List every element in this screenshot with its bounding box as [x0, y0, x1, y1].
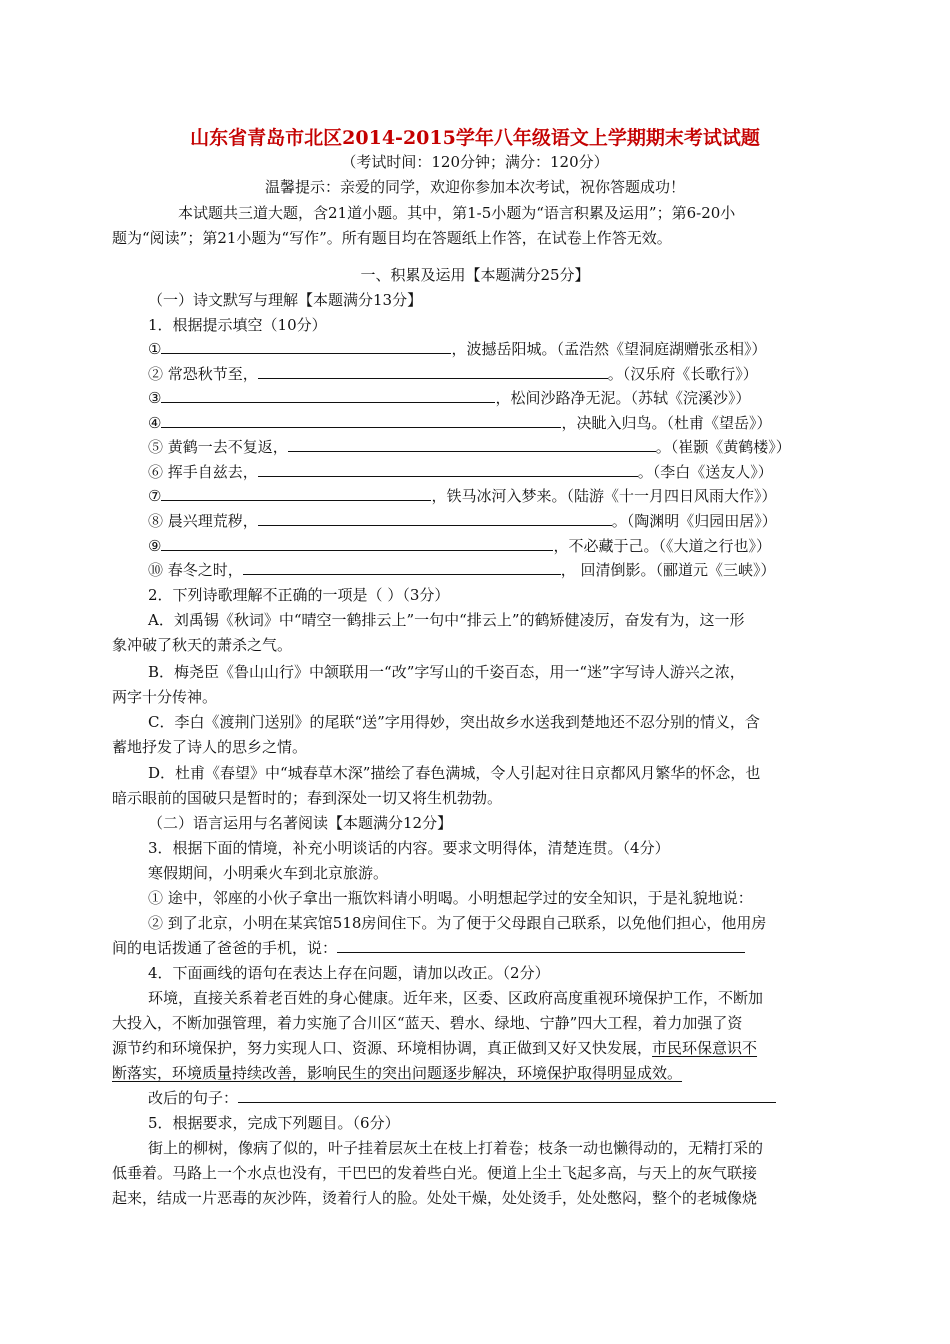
blank-suffix: 。（汉乐府《长歌行》）: [607, 365, 758, 383]
blank-suffix: ，波撼岳阳城。（孟浩然《望洞庭湖赠张丞相》）: [451, 340, 767, 358]
q4-answer-label: 改后的句子：: [148, 1089, 239, 1107]
blank-item-7: [148, 484, 776, 508]
blank-prefix: ④: [148, 414, 162, 432]
answer-blank: [243, 559, 561, 575]
option-b-line-1: B．梅尧臣《鲁山山行》中颔联用一“改”字写山的千姿百态，用一“迷”字写诗人游兴之浓，: [148, 663, 745, 681]
option-a-line-2: 象冲破了秋天的萧杀之气。: [112, 636, 293, 654]
blank-prefix: ⑦: [148, 487, 162, 505]
blank-suffix: ，不必藏于己。（《大道之行也》）: [553, 537, 771, 555]
answer-blank: [337, 937, 745, 953]
q3-line-2: ① 途中，邻座的小伙子拿出一瓶饮料请小明喝。小明想起学过的安全知识，于是礼貌地说：: [148, 889, 753, 907]
q4-line-3-text: 源节约和环境保护，努力实现人口、资源、环境相协调，真正做到又好又快发展，: [112, 1039, 653, 1057]
blank-suffix: ，铁马冰河入梦来。（陆游《十一月四日风雨大作》）: [431, 487, 777, 505]
blank-suffix: 。（陶渊明《归园田居》）: [611, 512, 777, 530]
intro-line-1: 本试题共三道大题，含21道小题。其中，第1-5小题为“语言积累及运用”；第6-20小: [178, 204, 736, 222]
blank-item-1: [148, 337, 766, 361]
option-b-line-2: 两字十分传神。: [112, 688, 218, 706]
question-1: 1．根据提示填空（10分）: [148, 316, 327, 334]
section-heading: 一、积累及运用【本题满分25分】: [360, 266, 590, 284]
blank-item-2: [148, 362, 758, 386]
q4-line-4-underlined: 断落实，环境质量持续改善，影响民生的突出问题逐步解决，环境保护取得明显成效。: [112, 1064, 683, 1082]
subsection-heading: （一）诗文默写与理解【本题满分13分】: [148, 291, 423, 309]
blank-item-5: [148, 435, 791, 459]
answer-blank: [288, 436, 656, 452]
option-c-line-1: C．李白《渡荆门送别》的尾联“送”字用得妙，突出故乡水送我到楚地还不忍分别的情义，含: [148, 713, 760, 731]
blank-suffix: 。（崔颢《黄鹤楼》）: [655, 438, 791, 456]
blank-prefix: ⑩ 春冬之时，: [148, 561, 243, 579]
answer-blank: [161, 412, 561, 428]
q4-line-2: 大投入，不断加强管理，着力实施了合川区“蓝天、碧水、绿地、宁静”四大工程，着力加强了资: [112, 1014, 743, 1032]
question-5: 5．根据要求，完成下列题目。（6分）: [148, 1114, 400, 1132]
q3-line-1: 寒假期间，小明乘火车到北京旅游。: [148, 864, 389, 882]
q4-line-1: 环境，直接关系着老百姓的身心健康。近年来，区委、区政府高度重视环境保护工作，不断加: [148, 989, 764, 1007]
answer-blank: [161, 535, 553, 551]
blank-prefix: ⑤ 黄鹤一去不复返，: [148, 438, 288, 456]
answer-blank: [258, 510, 612, 526]
q5-line-3: 起来，结成一片恶毒的灰沙阵，烫着行人的脸。处处干燥，处处烫手，处处憋闷，整个的老城像烧: [112, 1189, 758, 1207]
exam-title: 山东省青岛市北区2014-2015学年八年级语文上学期期末考试试题: [190, 127, 760, 149]
blank-item-3: [148, 386, 750, 410]
question-3: 3．根据下面的情境，补充小明谈话的内容。要求文明得体，清楚连贯。（4分）: [148, 839, 670, 857]
blank-suffix: ，松间沙路净无泥。（苏轼《浣溪沙》）: [495, 389, 751, 407]
answer-blank: [161, 338, 451, 354]
blank-prefix: ⑥ 挥手自兹去，: [148, 463, 258, 481]
exam-info: （考试时间：120分钟；满分：120分）: [341, 153, 609, 171]
question-4: 4．下面画线的语句在表达上存在问题，请加以改正。（2分）: [148, 964, 550, 982]
option-d-line-2: 暗示眼前的国破只是暂时的；春到深处一切又将生机勃勃。: [112, 789, 503, 807]
intro-line-2: 题为“阅读”；第21小题为“写作”。所有题目均在答题纸上作答，在试卷上作答无效。: [112, 229, 672, 247]
answer-blank: [258, 363, 608, 379]
blank-item-9: [148, 534, 771, 558]
blank-item-8: [148, 509, 777, 533]
blank-item-4: [148, 411, 771, 435]
blank-prefix: ①: [148, 340, 162, 358]
option-a-line-1: A．刘禹锡《秋词》中“晴空一鹤排云上”一句中“排云上”的鹤矫健凌厉，奋发有为，这一形: [148, 611, 745, 629]
q3-line-3: ② 到了北京，小明在某宾馆518房间住下。为了便于父母跟自己联系，以免他们担心，他用房: [148, 914, 767, 932]
q4-answer-line: [148, 1086, 776, 1110]
q3-line-4-text: 间的电话拨通了爸爸的手机，说：: [112, 939, 338, 957]
warm-tip: 温馨提示：亲爱的同学，欢迎你参加本次考试，祝你答题成功！: [264, 178, 685, 196]
blank-prefix: ⑨: [148, 537, 162, 555]
blank-suffix: ， 回清倒影。（郦道元《三峡》）: [560, 561, 776, 579]
blank-prefix: ③: [148, 389, 162, 407]
blank-prefix: ② 常恐秋节至，: [148, 365, 258, 383]
blank-suffix: 。（李白《送友人》）: [637, 463, 773, 481]
blank-prefix: ⑧ 晨兴理荒秽，: [148, 512, 258, 530]
underlined-sentence: 市民环保意识不: [652, 1039, 758, 1057]
subsection-heading-2: （二）语言运用与名著阅读【本题满分12分】: [148, 814, 453, 832]
answer-blank: [238, 1087, 776, 1103]
q3-line-4: [112, 936, 745, 960]
q5-line-2: 低垂着。马路上一个水点也没有，干巴巴的发着些白光。便道上尘土飞起多高，与天上的灰气联接: [112, 1164, 758, 1182]
q5-line-1: 街上的柳树，像病了似的，叶子挂着层灰土在枝上打着卷；枝条一动也懒得动的，无精打采的: [148, 1139, 764, 1157]
question-2: 2．下列诗歌理解不正确的一项是（ ）（3分）: [148, 586, 450, 604]
q4-line-3: [112, 1036, 757, 1060]
option-d-line-1: D．杜甫《春望》中“城春草木深”描绘了春色满城，令人引起对往日京都风月繁华的怀念，也: [148, 764, 761, 782]
blank-item-6: [148, 460, 773, 484]
answer-blank: [161, 387, 495, 403]
answer-blank: [161, 485, 431, 501]
blank-suffix: ，决眦入归鸟。（杜甫《望岳》）: [561, 414, 772, 432]
option-c-line-2: 蓄地抒发了诗人的思乡之情。: [112, 738, 308, 756]
answer-blank: [258, 461, 638, 477]
blank-item-10: [148, 558, 776, 582]
